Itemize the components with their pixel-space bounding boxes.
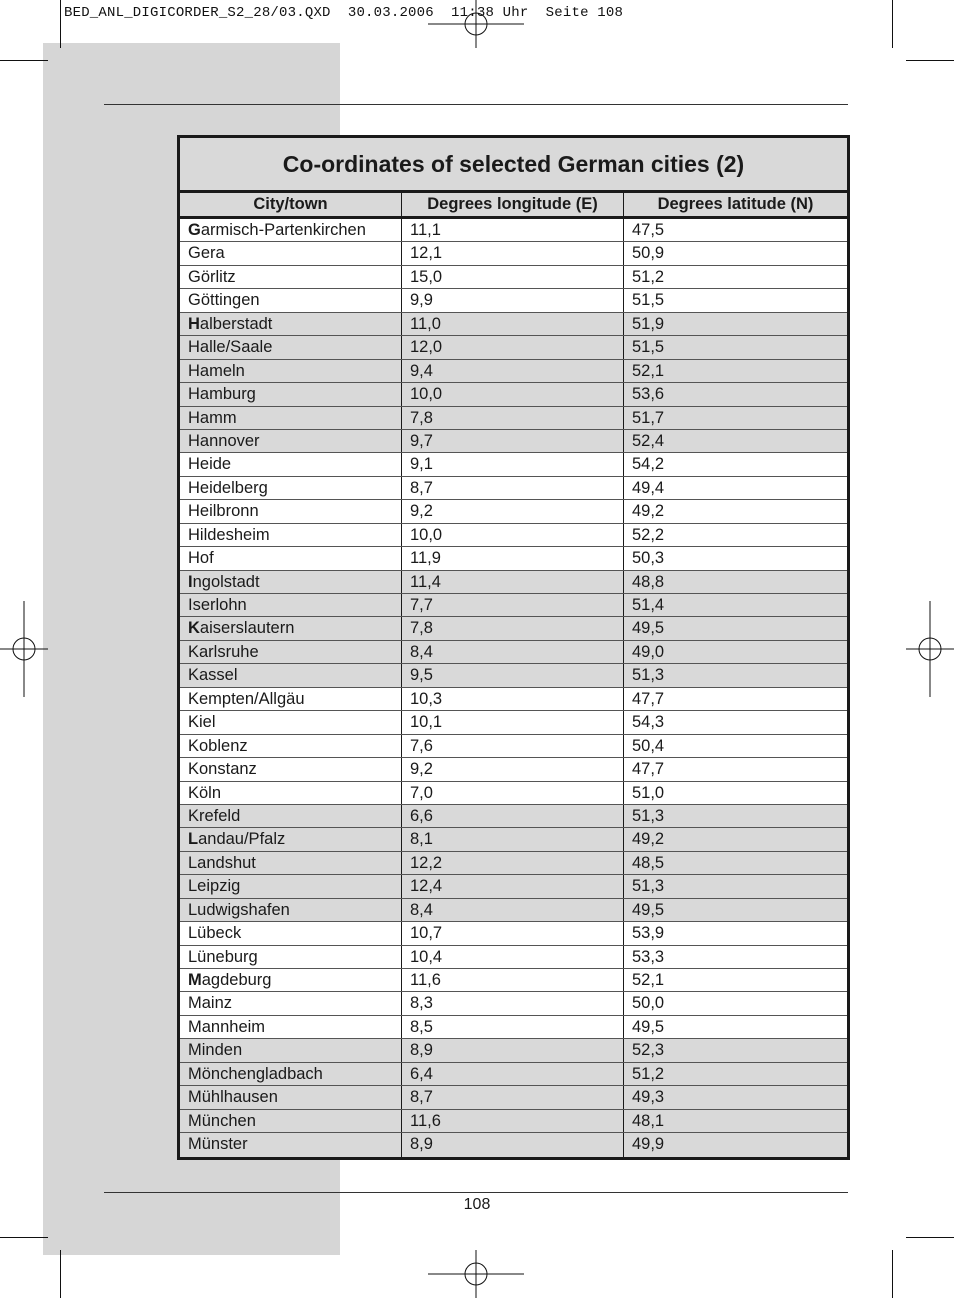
- cell-latitude: 51,2: [632, 267, 665, 286]
- city-name: agdeburg: [201, 971, 272, 989]
- city-initial: I: [188, 572, 193, 591]
- table-row: [180, 524, 847, 547]
- cell-city: [180, 1110, 402, 1132]
- table-row: [180, 852, 847, 875]
- table-title: Co-ordinates of selected German cities (2): [180, 138, 847, 193]
- table-row: [180, 219, 847, 242]
- table-row: [180, 1063, 847, 1086]
- city-name: Hamm: [188, 408, 237, 427]
- cell-latitude: 49,2: [632, 502, 665, 521]
- crop-mark: [892, 0, 893, 48]
- cell-city: [180, 922, 402, 944]
- cell-longitude: 7,8: [402, 407, 624, 429]
- city-name: Münster: [188, 1135, 248, 1154]
- table-body: [180, 219, 847, 1157]
- crop-mark: [0, 60, 48, 61]
- table-row: [180, 735, 847, 758]
- city-name: Leipzig: [188, 877, 241, 896]
- page-number: 108: [463, 1196, 491, 1213]
- cell-city: [180, 219, 402, 241]
- city-name: armisch-Partenkirchen: [200, 221, 366, 239]
- city-name: Heidelberg: [188, 478, 268, 497]
- city-name: Heilbronn: [188, 502, 259, 521]
- crop-mark: [906, 60, 954, 61]
- cell-city: [180, 946, 402, 968]
- cell-latitude: 53,3: [632, 947, 665, 966]
- cell-latitude: 52,2: [632, 525, 665, 544]
- cell-city: [180, 336, 402, 358]
- table-row: [180, 360, 847, 383]
- crop-mark: [892, 1250, 893, 1298]
- city-name: Görlitz: [188, 267, 236, 286]
- cell-latitude: 51,0: [632, 783, 665, 802]
- cell-city: [180, 1133, 402, 1156]
- table-row: [180, 617, 847, 640]
- cell-city: [180, 688, 402, 710]
- city-initial: L: [188, 830, 199, 849]
- registration-mark-icon: [906, 601, 954, 697]
- city-initial: G: [188, 221, 201, 239]
- cell-longitude: 8,7: [402, 477, 624, 499]
- cell-city: [180, 313, 402, 335]
- cell-longitude: 7,8: [402, 617, 624, 639]
- cell-city: [180, 828, 402, 850]
- cell-latitude: 51,4: [632, 596, 665, 614]
- city-name: München: [188, 1111, 256, 1130]
- cell-city: [180, 524, 402, 546]
- column-header-city: City/town: [180, 193, 402, 216]
- table-row: [180, 969, 847, 992]
- cell-longitude: 12,0: [402, 336, 624, 358]
- table-row: [180, 828, 847, 851]
- cell-longitude: 8,7: [402, 1086, 624, 1108]
- cell-latitude: 50,4: [632, 736, 665, 755]
- cell-latitude: 51,3: [632, 806, 665, 825]
- cell-city: [180, 782, 402, 804]
- city-name: Mühlhausen: [188, 1088, 278, 1107]
- cell-longitude: 11,6: [402, 969, 624, 991]
- cell-longitude: 6,4: [402, 1063, 624, 1085]
- city-name: Lüneburg: [188, 947, 258, 966]
- city-name: Hildesheim: [188, 525, 270, 544]
- cell-latitude: 52,3: [632, 1041, 665, 1060]
- table-row: [180, 500, 847, 523]
- table-row: [180, 336, 847, 359]
- table-row: [180, 242, 847, 265]
- cell-city: [180, 477, 402, 499]
- table-row: [180, 407, 847, 430]
- city-initial: M: [188, 971, 202, 989]
- table-row: [180, 875, 847, 898]
- table-row: [180, 992, 847, 1015]
- cell-longitude: 10,7: [402, 922, 624, 944]
- table-row: [180, 594, 847, 617]
- cell-city: [180, 1016, 402, 1038]
- city-name: Göttingen: [188, 291, 260, 310]
- registration-mark-icon: [428, 1250, 524, 1298]
- cell-latitude: 48,1: [632, 1111, 665, 1130]
- cell-city: [180, 711, 402, 733]
- cell-longitude: 10,1: [402, 711, 624, 733]
- city-name: Hof: [188, 549, 214, 568]
- registration-mark-icon: [428, 0, 524, 48]
- table-row: [180, 1039, 847, 1062]
- cell-longitude: 8,4: [402, 641, 624, 663]
- cell-city: [180, 735, 402, 757]
- cell-city: [180, 875, 402, 897]
- cell-city: [180, 969, 402, 991]
- city-name: ngolstadt: [192, 572, 260, 591]
- cell-longitude: 10,0: [402, 383, 624, 405]
- cell-city: [180, 664, 402, 686]
- cell-latitude: 54,3: [632, 713, 665, 732]
- cell-city: [180, 547, 402, 569]
- city-name: Ludwigshafen: [188, 900, 290, 919]
- cell-longitude: 10,3: [402, 688, 624, 710]
- city-name: Halle/Saale: [188, 338, 273, 357]
- crop-mark: [60, 1250, 61, 1298]
- cell-latitude: 53,9: [632, 924, 665, 943]
- city-name: Mainz: [188, 994, 233, 1013]
- cell-latitude: 50,0: [632, 994, 665, 1013]
- table-row: [180, 453, 847, 476]
- cell-longitude: 9,7: [402, 430, 624, 452]
- cell-city: [180, 266, 402, 288]
- crop-mark: [60, 0, 61, 48]
- cell-latitude: 49,2: [632, 830, 665, 849]
- cell-city: [180, 360, 402, 382]
- cell-longitude: 12,2: [402, 852, 624, 874]
- cell-latitude: 52,1: [632, 971, 665, 989]
- cell-longitude: 7,6: [402, 735, 624, 757]
- cell-city: [180, 758, 402, 780]
- cell-city: [180, 899, 402, 921]
- cell-longitude: 9,2: [402, 758, 624, 780]
- table-row: [180, 1110, 847, 1133]
- table-row: [180, 1086, 847, 1109]
- table-row: [180, 899, 847, 922]
- city-name: Landshut: [188, 853, 256, 872]
- cell-city: [180, 407, 402, 429]
- cell-city: [180, 453, 402, 475]
- city-initial: K: [188, 619, 200, 638]
- city-name: Kiel: [188, 713, 216, 732]
- header-rule: [104, 104, 848, 105]
- city-name: Mannheim: [188, 1017, 266, 1036]
- table-row: [180, 946, 847, 969]
- table-row: [180, 266, 847, 289]
- registration-mark-icon: [0, 601, 48, 697]
- crop-mark: [906, 1237, 954, 1238]
- city-name: Kassel: [188, 666, 238, 685]
- cell-city: [180, 617, 402, 639]
- city-name: Heide: [188, 455, 232, 474]
- cell-latitude: 47,5: [632, 221, 665, 239]
- city-name: andau/Pfalz: [198, 830, 286, 849]
- cell-city: [180, 805, 402, 827]
- table-row: [180, 758, 847, 781]
- cell-latitude: 47,7: [632, 760, 665, 779]
- cell-longitude: 12,4: [402, 875, 624, 897]
- cell-longitude: 9,1: [402, 453, 624, 475]
- cell-longitude: 10,0: [402, 524, 624, 546]
- city-initial: H: [188, 314, 200, 333]
- cell-city: [180, 1063, 402, 1085]
- cell-city: [180, 641, 402, 663]
- city-name: Gera: [188, 244, 225, 263]
- cell-city: [180, 289, 402, 311]
- cell-longitude: 9,4: [402, 360, 624, 382]
- table-header-row: [180, 193, 847, 219]
- cell-latitude: 49,5: [632, 619, 665, 638]
- column-header-latitude: Degrees latitude (N): [657, 195, 814, 213]
- cell-latitude: 48,8: [632, 572, 665, 591]
- city-name: Hamburg: [188, 385, 256, 404]
- cell-longitude: 11,4: [402, 571, 624, 593]
- table-row: [180, 922, 847, 945]
- cell-longitude: 8,9: [402, 1039, 624, 1061]
- cell-city: [180, 242, 402, 264]
- column-header-longitude: Degrees longitude (E): [402, 193, 624, 216]
- city-name: Lübeck: [188, 924, 242, 943]
- cell-city: [180, 852, 402, 874]
- table-row: [180, 688, 847, 711]
- city-name: Hameln: [188, 361, 245, 380]
- cell-latitude: 50,3: [632, 549, 665, 568]
- table-row: [180, 1016, 847, 1039]
- cell-city: [180, 1039, 402, 1061]
- city-name: Kempten/Allgäu: [188, 689, 305, 708]
- cell-longitude: 11,9: [402, 547, 624, 569]
- cell-longitude: 7,0: [402, 782, 624, 804]
- cell-longitude: 8,9: [402, 1133, 624, 1156]
- cell-longitude: 6,6: [402, 805, 624, 827]
- print-slug-line: BED_ANL_DIGICORDER_S2_28/03.QXD 30.03.2006 11:38 Uhr Seite 108: [64, 5, 624, 21]
- cell-latitude: 51,2: [632, 1064, 665, 1083]
- city-name: Hannover: [188, 431, 260, 450]
- table-row: [180, 805, 847, 828]
- city-name: alberstadt: [199, 314, 273, 333]
- table-row: [180, 289, 847, 312]
- table-row: [180, 782, 847, 805]
- city-name: Krefeld: [188, 806, 241, 825]
- city-name: Mönchengladbach: [188, 1064, 323, 1083]
- cell-latitude: 52,1: [632, 361, 665, 380]
- cell-longitude: 9,9: [402, 289, 624, 311]
- cell-latitude: 52,4: [632, 431, 665, 450]
- cell-longitude: 12,1: [402, 242, 624, 264]
- cell-longitude: 7,7: [402, 594, 624, 616]
- cell-longitude: 8,4: [402, 899, 624, 921]
- cell-longitude: 8,1: [402, 828, 624, 850]
- cell-latitude: 47,7: [632, 689, 665, 708]
- city-name: Minden: [188, 1041, 243, 1060]
- city-name: Iserlohn: [188, 596, 247, 614]
- cell-latitude: 51,5: [632, 291, 665, 310]
- cell-latitude: 49,9: [632, 1135, 665, 1154]
- table-row: [180, 430, 847, 453]
- cell-latitude: 51,3: [632, 877, 665, 896]
- cell-longitude: 9,5: [402, 664, 624, 686]
- cell-longitude: 11,0: [402, 313, 624, 335]
- city-name: Konstanz: [188, 760, 257, 779]
- footer-rule: [104, 1192, 848, 1193]
- cell-longitude: 9,2: [402, 500, 624, 522]
- cell-latitude: 51,7: [632, 408, 665, 427]
- cell-latitude: 54,2: [632, 455, 665, 474]
- cell-longitude: 11,1: [402, 219, 624, 241]
- table-row: [180, 383, 847, 406]
- cell-city: [180, 383, 402, 405]
- table-row: [180, 711, 847, 734]
- cell-latitude: 51,3: [632, 666, 665, 685]
- cell-latitude: 49,5: [632, 900, 665, 919]
- table-row: [180, 571, 847, 594]
- cell-latitude: 51,9: [632, 314, 665, 333]
- table-row: [180, 1133, 847, 1156]
- cell-latitude: 51,5: [632, 338, 665, 357]
- table-row: [180, 664, 847, 687]
- cell-longitude: 15,0: [402, 266, 624, 288]
- city-name: Koblenz: [188, 736, 248, 755]
- cell-longitude: 10,4: [402, 946, 624, 968]
- table-row: [180, 641, 847, 664]
- cell-longitude: 11,6: [402, 1110, 624, 1132]
- cell-city: [180, 430, 402, 452]
- cell-latitude: 49,4: [632, 478, 665, 497]
- table-row: [180, 477, 847, 500]
- cell-latitude: 49,5: [632, 1017, 665, 1036]
- cell-city: [180, 594, 402, 616]
- city-name: Köln: [188, 783, 222, 802]
- city-name: aiserslautern: [199, 619, 295, 638]
- table-row: [180, 313, 847, 336]
- cell-longitude: 8,5: [402, 1016, 624, 1038]
- crop-mark: [0, 1237, 48, 1238]
- cell-latitude: 50,9: [632, 244, 665, 263]
- cell-city: [180, 571, 402, 593]
- cell-latitude: 53,6: [632, 385, 665, 404]
- cell-city: [180, 992, 402, 1014]
- table-row: [180, 547, 847, 570]
- cell-latitude: 48,5: [632, 853, 665, 872]
- coordinates-table: [177, 135, 850, 1160]
- cell-latitude: 49,0: [632, 642, 665, 661]
- cell-city: [180, 1086, 402, 1108]
- cell-longitude: 8,3: [402, 992, 624, 1014]
- cell-latitude: 49,3: [632, 1088, 665, 1107]
- city-name: Karlsruhe: [188, 642, 259, 661]
- cell-city: [180, 500, 402, 522]
